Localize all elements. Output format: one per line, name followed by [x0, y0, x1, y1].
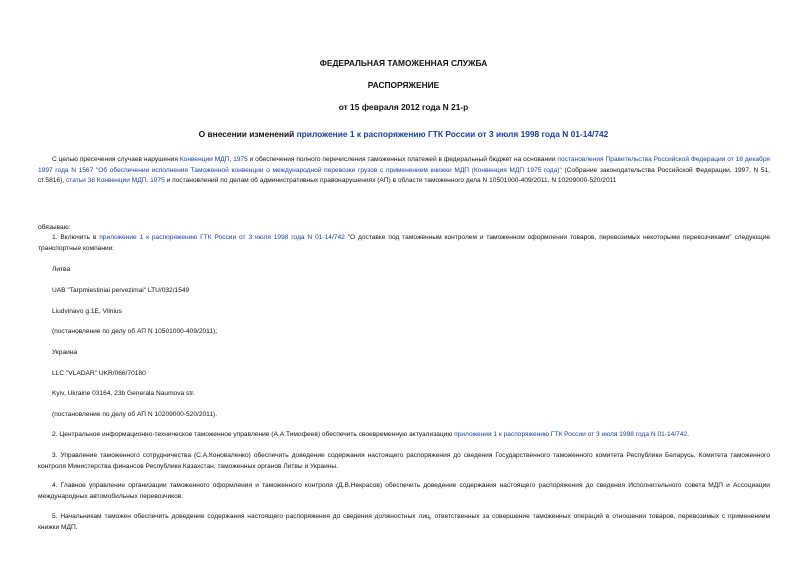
preamble-paragraph: [38, 155, 770, 187]
subject-prefix: О внесении изменений: [198, 129, 297, 139]
company-address-ukraine: Kyiv, Ukraine 03164, 23b Generala Naumova str.: [52, 390, 195, 397]
item-4-paragraph: 4. Главное управление организации таможенного оформления и таможенного контроля (Д.В.Некрасов) обеспечить доведение содержания настоящего распоряжения до сведения Исполнительного совета МДП и Ассоциации международных автомобильных перевозчиков.: [38, 482, 770, 500]
item-2-text-2: .: [687, 431, 690, 438]
company-name-lithuania: UAB "Tarpmiestiniai pervezimai" LTU/032/1549: [52, 287, 190, 294]
company-name-ukraine: LLC "VLADAR" UKR/066/70180: [52, 370, 146, 377]
item-1-text-2: "О доставке под таможенным контролем и таможенном оформлении товаров, перевозимых некоторыми перевозчиками" следующие транспортные компании:: [38, 234, 771, 252]
preamble-text-3: (Собрание законодательства Российской Федерации, 1997, N 51, ст.5816),: [38, 166, 770, 184]
document-type: РАСПОРЯЖЕНИЕ: [367, 80, 440, 90]
item-2-text-1: 2. Центральное информационно-техническое таможенное управление (А.А.Тимофеев) обеспечить своевременную актуализацию: [52, 431, 455, 438]
item-1-text-1: 1. Включить в: [52, 234, 100, 241]
obligate-text: обязываю:: [38, 224, 71, 231]
document-date: от 15 февраля 2012 года N 21-р: [338, 102, 469, 112]
item-1-paragraph: [38, 233, 770, 254]
tir-convention-link[interactable]: Конвенции МДП, 1975: [179, 156, 248, 163]
document-subject: [0, 129, 807, 139]
company-country-lithuania: Литва: [52, 266, 71, 273]
company-address-lithuania: Liudvinavo g.1E, Vilnius: [52, 308, 122, 315]
government-decree-link[interactable]: постановления Правительства Российской Федерации от 18 декабря 1997 года N 1567 "Об обеспечении исполнения Таможенной конвенции о международной перевозке грузов с применением книжки МДП (Конвенция МДП 1975 года)": [38, 156, 770, 174]
item-2-paragraph: [38, 430, 770, 441]
preamble-text-2: и обеспечения полного перечисления таможенных платежей в федеральный бюджет на основании: [247, 156, 558, 163]
item-5-paragraph: 5. Начальникам таможен обеспечить доведение содержания настоящего распоряжения до сведения должностных лиц, ответственных за совершение таможенных операций в отношении товаров, перевозимых с применением книжки МДП.: [38, 513, 770, 531]
preamble-text-1: С целью пресечения случаев нарушения: [52, 156, 180, 163]
company-decision-ukraine: (постановление по делу об АП N 10209000-520/2011).: [52, 411, 218, 418]
preamble-text-4: и постановлений по делам об административных правонарушениях (АП) в области таможенного дела N 10501000-409/2011, N 10209000-520/2011: [164, 177, 617, 184]
article-38-link[interactable]: статьи 38 Конвенции МДП, 1975: [65, 177, 165, 184]
agency-title: ФЕДЕРАЛЬНАЯ ТАМОЖЕННАЯ СЛУЖБА: [319, 58, 488, 68]
item-1-link[interactable]: приложение 1 к распоряжению ГТК России от 3 июля 1998 года N 01-14/742: [99, 234, 345, 241]
company-decision-lithuania: (постановление по делу об АП N 10501000-409/2011);: [52, 328, 218, 335]
item-3-paragraph: 3. Управление таможенного сотрудничества (С.А.Коноваленко) обеспечить доведение содержания настоящего распоряжения до сведения Государственного таможенного комитета Республики Беларусь, Комитета таможенного контроля Министерства финансов Республики Казахстан, таможенных органов Литвы и Украины.: [38, 452, 770, 470]
subject-link[interactable]: приложение 1 к распоряжению ГТК России от 3 июля 1998 года N 01-14/742: [296, 129, 609, 139]
company-country-ukraine: Украина: [52, 349, 78, 356]
item-2-link[interactable]: приложения 1 к распоряжению ГТК России от 3 июля 1998 года N 01-14/742: [454, 431, 688, 438]
